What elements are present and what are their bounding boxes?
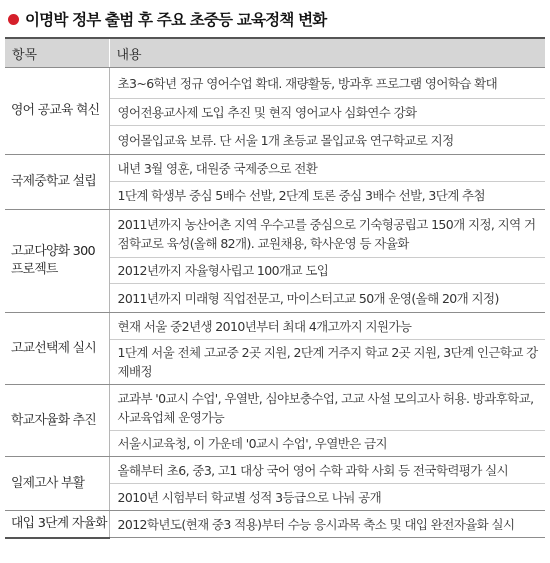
- table-row: [5, 155, 545, 182]
- policy-item: 현재 서울 중2년생 2010년부터 최대 4개고까지 지원가능: [109, 313, 545, 340]
- policy-item: 1단계 학생부 중심 5배수 선발, 2단계 토론 중심 3배수 선발, 3단계 추첨: [109, 182, 545, 210]
- policy-item: 서울시교육청, 이 가운데 '0교시 수업', 우열반은 금지: [109, 431, 545, 457]
- category-label: 영어 공교육 혁신: [5, 68, 109, 155]
- policy-item: 영어몰입교육 보류. 단 서울 1개 초등교 몰입교육 연구학교로 지정: [109, 126, 545, 155]
- category-label: 고교다양화 300 프로젝트: [5, 210, 109, 313]
- title-bar: [8, 6, 326, 32]
- category-label: 일제고사 부활: [5, 457, 109, 511]
- table-row: [5, 210, 545, 258]
- table-row: [5, 68, 545, 99]
- category-label: 학교자율화 추진: [5, 385, 109, 457]
- policy-item: 2011년까지 농산어촌 지역 우수고를 중심으로 기숙형공립고 150개 지정, 지역 거점학교로 육성(올해 82개). 교원채용, 학사운영 등 자율화: [109, 210, 545, 258]
- policy-item: 2012년까지 자율형사립고 100개교 도입: [109, 258, 545, 284]
- category-label: 국제중학교 설립: [5, 155, 109, 210]
- page-title: 이명박 정부 출범 후 주요 초중등 교육정책 변화: [25, 11, 327, 29]
- red-bullet-icon: [8, 14, 19, 25]
- category-label: 대입 3단계 자율화: [5, 511, 109, 538]
- policy-item: 2012학년도(현재 중3 적용)부터 수능 응시과목 축소 및 대입 완전자율화 실시: [109, 511, 545, 538]
- table-row: [5, 457, 545, 484]
- policy-item: 1단계 서울 전체 고교중 2곳 지원, 2단계 거주지 학교 2곳 지원, 3단계 인근학교 강제배정: [109, 340, 545, 385]
- policy-item: 영어전용교사제 도입 추진 및 현직 영어교사 심화연수 강화: [109, 99, 545, 126]
- header-category: 항목: [5, 38, 109, 68]
- policy-item: 2010년 시험부터 학교별 성적 3등급으로 나눠 공개: [109, 484, 545, 511]
- policy-item: 2011년까지 미래형 직업전문고, 마이스터고교 50개 운영(올해 20개 지정): [109, 284, 545, 313]
- table-header-row: [5, 38, 545, 68]
- category-label: 고교선택제 실시: [5, 313, 109, 385]
- policy-item: 교과부 '0교시 수업', 우열반, 심야보충수업, 고교 사설 모의고사 허용. 방과후학교, 사교육업체 운영가능: [109, 385, 545, 431]
- policy-table: [5, 37, 545, 539]
- policy-item: 내년 3월 영훈, 대원중 국제중으로 전환: [109, 155, 545, 182]
- table-row: [5, 313, 545, 340]
- policy-item: 올해부터 초6, 중3, 고1 대상 국어 영어 수학 과학 사회 등 전국학력평가 실시: [109, 457, 545, 484]
- table-row: [5, 385, 545, 431]
- table-row: [5, 511, 545, 538]
- policy-item: 초3~6학년 정규 영어수업 확대. 재량활동, 방과후 프로그램 영어학습 확대: [109, 68, 545, 99]
- header-content: 내용: [109, 38, 545, 68]
